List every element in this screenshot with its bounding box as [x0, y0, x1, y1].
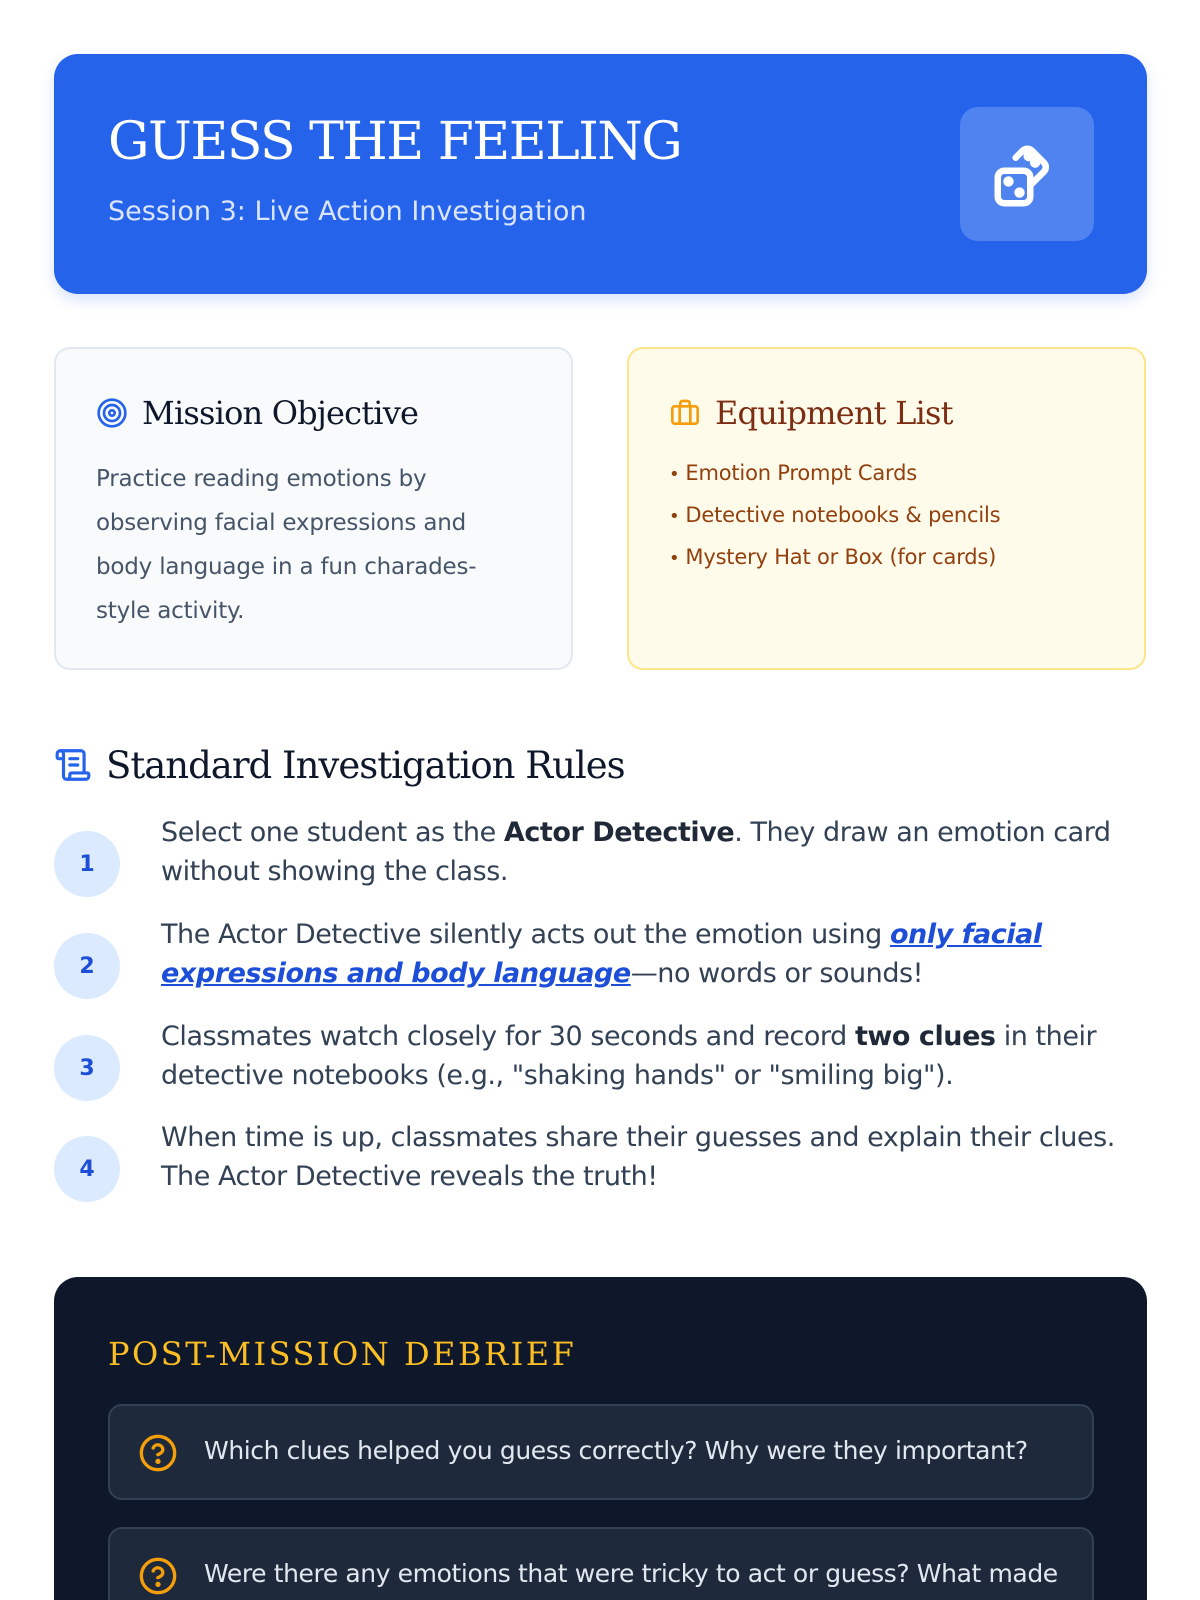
- debrief-question-text: Were there any emotions that were tricky to act or guess? What made: [204, 1559, 1058, 1588]
- step-number: 1: [54, 831, 120, 897]
- debrief-question-text: Which clues helped you guess correctly? Why were they important?: [204, 1436, 1028, 1465]
- step-number: 3: [54, 1035, 120, 1101]
- list-item: • Mystery Hat or Box (for cards): [669, 545, 997, 569]
- equipment-list-title: Equipment List: [715, 394, 953, 432]
- rule-step-4: [54, 1122, 1154, 1226]
- briefcase-icon: [669, 397, 701, 429]
- mission-objective-card: [54, 347, 573, 670]
- list-item: • Emotion Prompt Cards: [669, 461, 917, 485]
- step-number: 4: [54, 1136, 120, 1202]
- rules-heading: [54, 740, 625, 790]
- rule-step-3: [54, 1021, 1154, 1125]
- equipment-items: [669, 453, 1000, 579]
- dice-icon: [988, 135, 1066, 213]
- mission-objective-title: Mission Objective: [142, 394, 419, 432]
- debrief-title: POST-MISSION DEBRIEF: [108, 1335, 577, 1373]
- equipment-list-heading: [669, 391, 953, 435]
- rules-title: Standard Investigation Rules: [106, 743, 625, 787]
- mission-objective-text: Practice reading emotions by observing facial expressions and body language in a fun charades-style activity.: [96, 466, 477, 624]
- list-item: • Detective notebooks & pencils: [669, 503, 1001, 527]
- step-text: The Actor Detective silently acts out the emotion using only facial expressions and body language—no words or sounds!: [161, 919, 1042, 989]
- debrief-question-2: [108, 1527, 1094, 1600]
- question-circle-icon: [138, 1433, 178, 1473]
- step-number: 2: [54, 933, 120, 999]
- post-mission-debrief: [54, 1277, 1147, 1600]
- step-text: When time is up, classmates share their guesses and explain their clues. The Actor Detective reveals the truth!: [161, 1122, 1115, 1192]
- rule-step-1: [54, 817, 1154, 921]
- debrief-question-1: [108, 1404, 1094, 1500]
- equipment-list-card: [627, 347, 1146, 670]
- page-title: GUESS THE FEELING: [108, 112, 682, 172]
- rule-step-2: [54, 919, 1154, 1023]
- emphasis-text: only facial expressions and body language: [161, 919, 1042, 989]
- step-text: Select one student as the Actor Detective. They draw an emotion card without showing the class.: [161, 817, 1111, 887]
- page-subtitle: Session 3: Live Action Investigation: [108, 196, 587, 227]
- question-circle-icon: [138, 1556, 178, 1596]
- mission-objective-heading: [96, 391, 418, 435]
- header-banner: [54, 54, 1147, 294]
- scroll-icon: [54, 746, 92, 784]
- target-icon: [96, 397, 128, 429]
- step-text: Classmates watch closely for 30 seconds and record two clues in their detective notebooks (e.g., "shaking hands" or "smiling big").: [161, 1021, 1097, 1091]
- dice-icon-box: [960, 107, 1094, 241]
